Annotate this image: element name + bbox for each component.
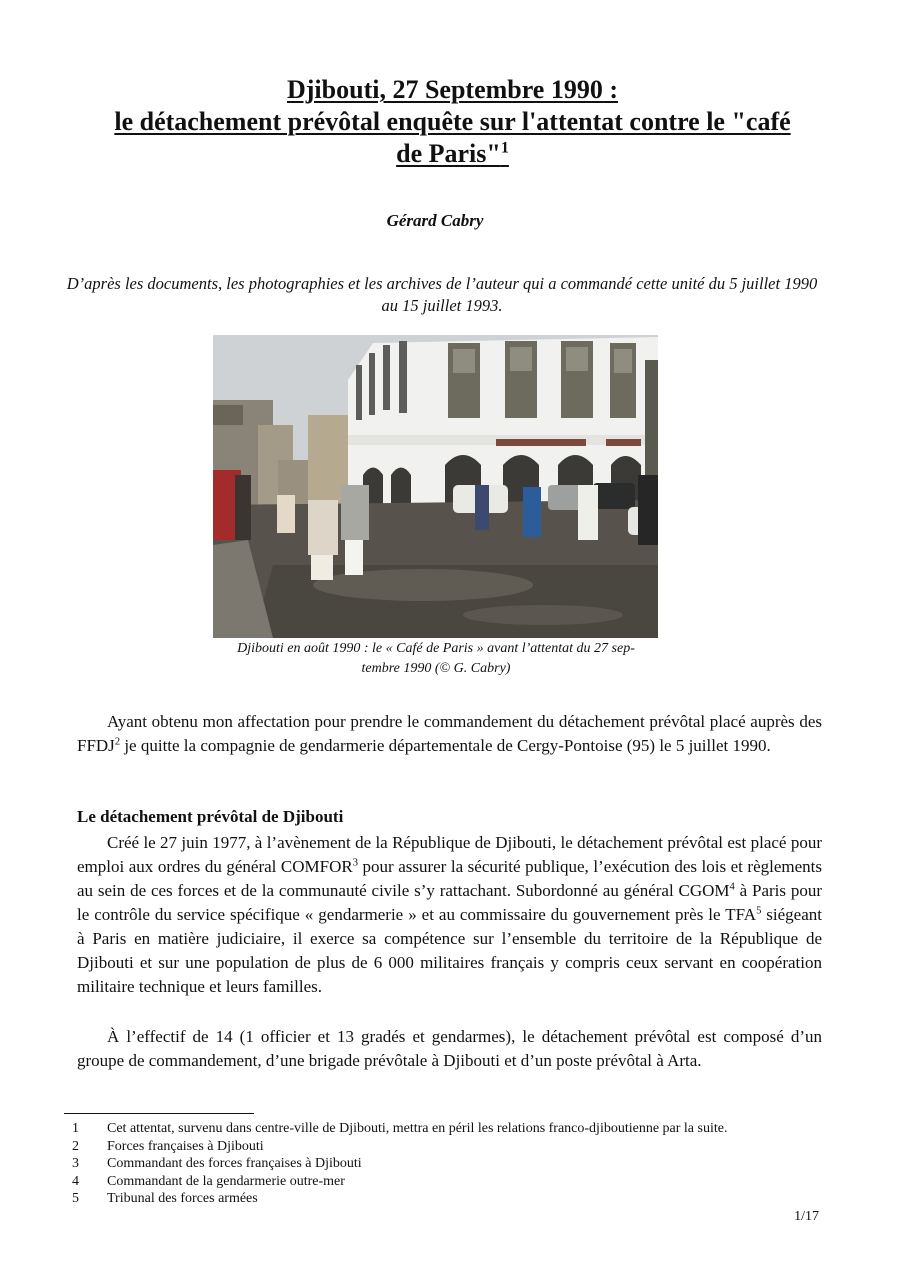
footnote-item	[72, 1190, 727, 1208]
footnote-number: 3	[72, 1156, 79, 1171]
paragraph-3-text: À l’effectif de 14 (1 officier et 13 gradés et gendarmes), le détachement prévôtal est composé d’un groupe de commandement, d’une brigade prévôtale à Djibouti et d’un poste prévôtal à Arta.	[77, 1027, 822, 1070]
paragraph-2-text-a: Créé le 27 juin 1977, à l’avènement de la République de Djibouti, le détachement prévôtal est placé pour emploi aux ordres du général COMFOR	[77, 833, 822, 876]
footnote-text: Forces françaises à Djibouti	[107, 1138, 264, 1154]
paragraph-2	[77, 831, 822, 999]
section-heading: Le détachement prévôtal de Djibouti	[77, 807, 344, 826]
title-line-3: de Paris"	[396, 139, 501, 168]
cafe-de-paris-photo	[213, 335, 658, 638]
paragraph-1-text-a: Ayant obtenu mon affectation pour prendre le commandement du détachement prévôtal placé auprès des FFDJ	[77, 712, 822, 755]
paragraph-1	[77, 710, 822, 758]
footnotes	[72, 1120, 727, 1208]
footnote-number: 2	[72, 1138, 79, 1154]
footnote-number: 1	[72, 1121, 79, 1136]
footnote-item	[72, 1138, 727, 1156]
intro-text: D’après les documents, les photographies et les archives de l’auteur qui a commandé cette unité du 5 juillet 1990 au 15 juillet 1993.	[66, 274, 818, 315]
author-name: Gérard Cabry	[386, 211, 484, 230]
paragraph-2-text-b: pour assurer la sécurité publique, l’exécution des lois et règlements au sein de ces forces et de la communauté civile s’y rattachant. Subordonné au général CGOM	[77, 857, 822, 900]
paragraph-1-text-b: je quitte la compagnie de gendarmerie départementale de Cergy-Pontoise (95) le 5 juillet 1990.	[120, 736, 771, 755]
footnote-text: Tribunal des forces armées	[107, 1191, 258, 1206]
page-number: 1/17	[794, 1209, 819, 1224]
paragraph-2-text-d: siégeant à Paris en matière judiciaire, il exerce sa compétence sur l’ensemble du territoire de la République de Djibouti et sur une population de plus de 6 000 militaires français y compris ceux servant en coopération militaire technique et leurs familles.	[77, 905, 822, 996]
footnote-ref-3[interactable]: 3	[352, 857, 358, 869]
paragraph-2-text-c: à Paris pour le contrôle du service spécifique « gendarmerie » et au commissaire du gouvernement près le TFA	[77, 881, 822, 924]
paragraph-3	[77, 1025, 822, 1073]
footnote-text: Cet attentat, survenu dans centre-ville de Djibouti, mettra en péril les relations franco-djiboutienne par la suite.	[107, 1121, 728, 1136]
photo-caption	[210, 639, 662, 679]
footnote-number: 4	[72, 1173, 79, 1189]
document-title	[60, 74, 845, 170]
title-line-1: Djibouti, 27 Septembre 1990 :	[286, 75, 618, 104]
footnote-text: Commandant des forces françaises à Djibouti	[107, 1156, 362, 1171]
title-line-2: le détachement prévôtal enquête sur l'attentat contre le "café	[114, 107, 791, 136]
caption-line-1: Djibouti en août 1990 : le « Café de Paris » avant l’attentat du 27 sep-	[237, 641, 635, 656]
footnote-item	[72, 1120, 727, 1138]
footnote-text: Commandant de la gendarmerie outre-mer	[107, 1173, 345, 1189]
footnote-item	[72, 1155, 727, 1173]
footnote-ref-4[interactable]: 4	[729, 881, 735, 893]
footnote-ref-2[interactable]: 2	[114, 736, 121, 748]
title-footnote-ref[interactable]: 1	[500, 139, 509, 157]
footnote-item	[72, 1173, 727, 1191]
footnote-ref-5[interactable]: 5	[756, 905, 762, 917]
caption-line-2: tembre 1990 (© G. Cabry)	[361, 661, 511, 676]
footnote-separator	[64, 1113, 254, 1114]
footnote-number: 5	[72, 1191, 79, 1206]
